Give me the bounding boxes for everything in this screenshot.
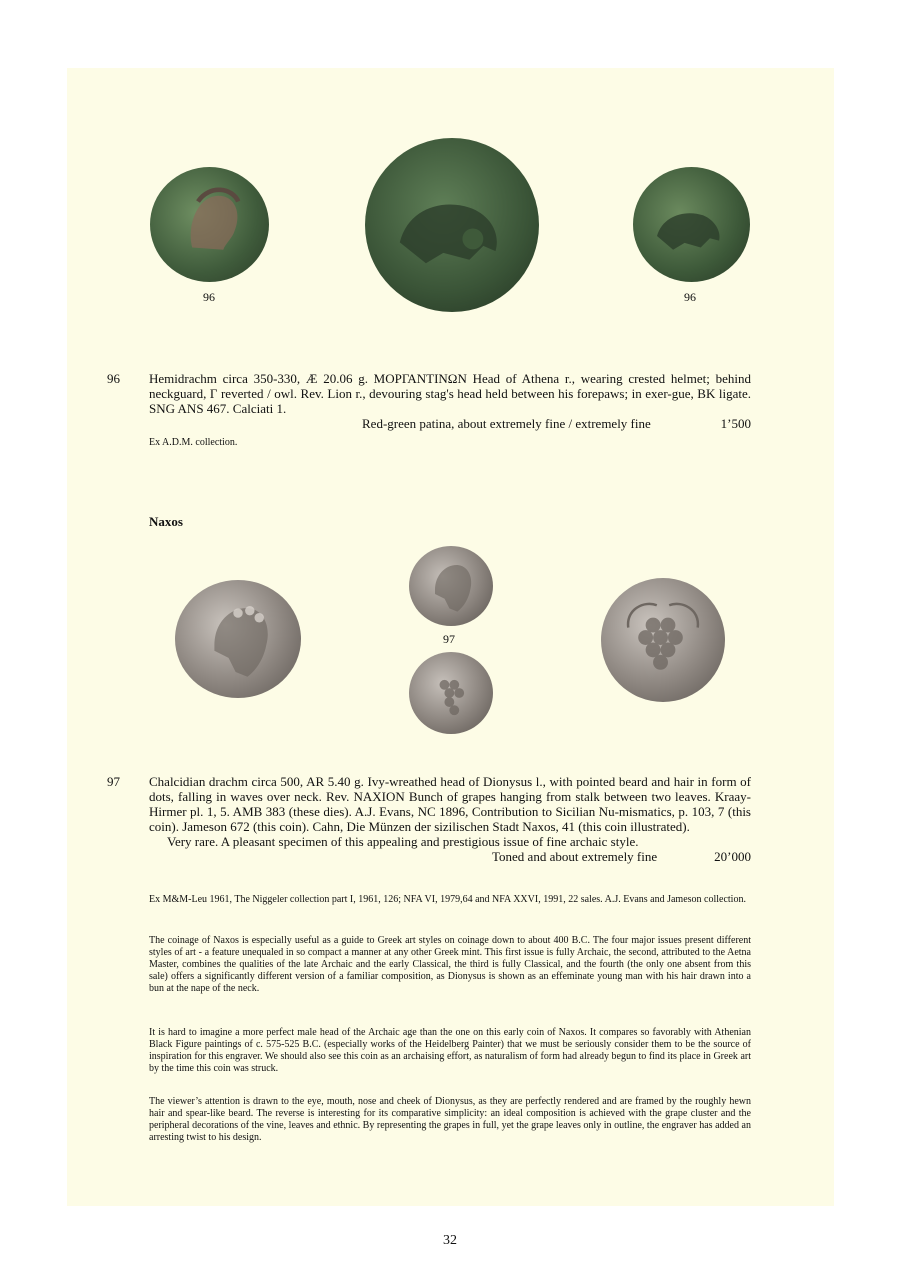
lion-icon xyxy=(365,138,539,312)
lot-96-grade: Red-green patina, about extremely fine / extremely fine xyxy=(362,416,651,431)
plate-label-96-left: 96 xyxy=(203,290,215,304)
coin-96-obverse-large xyxy=(365,138,539,312)
plate-label-97: 97 xyxy=(443,632,455,646)
lot-97-remark: Very rare. A pleasant specimen of this appealing and prestigious issue of fine archaic style. xyxy=(167,834,639,849)
coin-97-obverse-small xyxy=(409,546,493,626)
lot-97-grade-row xyxy=(149,849,751,864)
athena-head-icon xyxy=(150,167,269,282)
lion-icon xyxy=(633,167,750,282)
lot-97-grade: Toned and about extremely fine xyxy=(492,849,658,864)
lot-96-grade-row xyxy=(149,416,751,431)
section-heading: Naxos xyxy=(149,514,183,529)
grape-cluster-icon xyxy=(601,578,725,702)
lot-97-description xyxy=(149,774,751,864)
coin-96-reverse-small xyxy=(633,167,750,282)
page-number: 32 xyxy=(443,1233,457,1248)
lot-96-description xyxy=(149,371,751,431)
coin-97-reverse-large xyxy=(601,578,725,702)
plate-label-96-right: 96 xyxy=(684,290,696,304)
lot-97-paragraph-2: It is hard to imagine a more perfect male head of the Archaic age than the one on this early coin of Naxos. It compares so favorably with Athenian Black Figure paintings of c. 575-525 B.C. (especially works of the Heidelberg Painter) that we must be seriously consider them to be the source of inspiration for this engraver. We should also see this coin as an archaising effort, as naturalism of form had already begun to find its place in Greek art by the time this coin was struck. xyxy=(149,1027,751,1074)
lot-96-price: 1’500 xyxy=(720,416,751,431)
grape-cluster-icon xyxy=(409,652,493,734)
lot-97-paragraph-3: The viewer’s attention is drawn to the eye, mouth, nose and cheek of Dionysus, as they are perfectly rendered and are framed by the roughly hewn hair and spear-like beard. The reverse is interesting for its comparative simplicity: an ideal composition is achieved with the grape cluster and the peripheral decorations of the vine, leaves and ethnic. By representing the grapes in full, yet the grape leaves only in outline, the engraver has added an arresting twist to his design. xyxy=(149,1096,751,1143)
dionysus-head-icon xyxy=(175,580,301,698)
lot-97-provenance: Ex M&M-Leu 1961, The Niggeler collection part I, 1961, 126; NFA VI, 1979,64 and NFA XXVI, 1991, 22 sales. A.J. Evans and Jameson collection. xyxy=(149,894,746,905)
dionysus-head-icon xyxy=(409,546,493,626)
lot-97-remark-row xyxy=(149,834,751,849)
lot-97-description-text: Chalcidian drachm circa 500, AR 5.40 g. Ivy-wreathed head of Dionysus l., with pointed beard and hair in form of dots, falling in waves over neck. Rev. ΝΑΧΙΟΝ Bunch of grapes hanging from stalk between two leaves. Kraay-Hirmer pl. 1, 5. AMB 383 (these dies). A.J. Evans, NC 1896, Contribution to Sicilian Nu-mismatics, p. 103, 7 (this coin). Jameson 672 (this coin). Cahn, Die Münzen der sizilischen Stadt Naxos, 41 (this coin illustrated). xyxy=(149,774,751,834)
coin-96-obverse-small xyxy=(150,167,269,282)
lot-97-price: 20’000 xyxy=(714,849,751,864)
lot-96-description-text: Hemidrachm circa 350-330, Æ 20.06 g. ΜΟΡΓΑΝΤΙΝΩΝ Head of Athena r., wearing crested helmet; behind neckguard, Γ reverted / owl. Rev. Lion r., devouring stag's head held between his forepaws; in exer-gue, BK ligate. SNG ANS 467. Calciati 1. xyxy=(149,371,751,416)
coin-97-obverse-large xyxy=(175,580,301,698)
lot-number-96: 96 xyxy=(107,371,120,386)
lot-number-97: 97 xyxy=(107,774,120,789)
lot-97-paragraph-1: The coinage of Naxos is especially useful as a guide to Greek art styles on coinage down to about 400 B.C. The four major issues present different styles of art - a feature unequaled in so compact a manner at any other Greek mint. This first issue is fully Archaic, the second, attributed to the Aetna Master, combines the qualities of the late Archaic and the early Classical, the third is fully Classical, and the fourth (the only one absent from this sale) offers a significantly different version of a familiar composition, as Dionysus is shown as an effeminate young man with his hair drawn into a bun at the nape of the neck. xyxy=(149,935,751,994)
lot-96-provenance: Ex A.D.M. collection. xyxy=(149,437,238,448)
coin-97-reverse-small xyxy=(409,652,493,734)
